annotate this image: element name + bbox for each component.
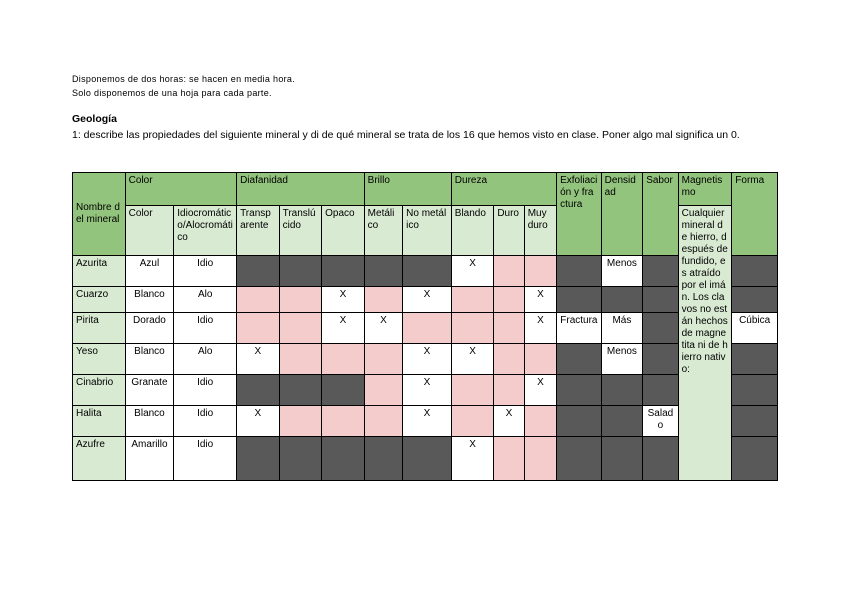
duro-cell <box>494 256 524 287</box>
muy-duro-cell <box>524 256 556 287</box>
forma-cell <box>732 406 778 437</box>
exfoliacion-cell: Fractura <box>557 313 602 344</box>
densidad-cell <box>601 287 643 313</box>
subheader-color: Color <box>125 206 174 256</box>
no-metalico-cell: X <box>403 406 452 437</box>
subheader-blando: Blando <box>451 206 494 256</box>
color-cell: Dorado <box>125 313 174 344</box>
idio-cell: Alo <box>174 287 237 313</box>
no-metalico-cell: X <box>403 375 452 406</box>
muy-duro-cell: X <box>524 287 556 313</box>
muy-duro-cell <box>524 344 556 375</box>
idio-cell: Idio <box>174 406 237 437</box>
muy-duro-cell <box>524 406 556 437</box>
metalico-cell <box>364 375 402 406</box>
blando-cell <box>451 287 494 313</box>
metalico-cell <box>364 344 402 375</box>
sabor-cell <box>643 313 678 344</box>
no-metalico-cell <box>403 256 452 287</box>
header-nombre: Nombre del mineral <box>73 173 126 256</box>
no-metalico-cell <box>403 437 452 481</box>
metalico-cell <box>364 437 402 481</box>
no-metalico-cell: X <box>403 287 452 313</box>
header-sabor: Sabor <box>643 173 678 256</box>
translucido-cell <box>279 344 322 375</box>
subheader-opaco: Opaco <box>322 206 365 256</box>
metalico-cell <box>364 287 402 313</box>
idio-cell: Idio <box>174 437 237 481</box>
transparente-cell <box>237 256 280 287</box>
idio-cell: Idio <box>174 256 237 287</box>
muy-duro-cell: X <box>524 313 556 344</box>
translucido-cell <box>279 375 322 406</box>
subheader-translucido: Translúcido <box>279 206 322 256</box>
mineral-name: Cuarzo <box>73 287 126 313</box>
sabor-cell <box>643 375 678 406</box>
forma-cell <box>732 256 778 287</box>
table-row <box>73 344 778 375</box>
transparente-cell <box>237 287 280 313</box>
translucido-cell <box>279 256 322 287</box>
duro-cell <box>494 375 524 406</box>
densidad-cell <box>601 437 643 481</box>
forma-cell <box>732 437 778 481</box>
exfoliacion-cell <box>557 437 602 481</box>
blando-cell <box>451 375 494 406</box>
opaco-cell <box>322 375 365 406</box>
header-brillo: Brillo <box>364 173 451 206</box>
mineral-name: Halita <box>73 406 126 437</box>
metalico-cell: X <box>364 313 402 344</box>
idio-cell: Alo <box>174 344 237 375</box>
exfoliacion-cell <box>557 375 602 406</box>
transparente-cell <box>237 375 280 406</box>
sabor-cell: Salado <box>643 406 678 437</box>
muy-duro-cell: X <box>524 375 556 406</box>
idio-cell: Idio <box>174 375 237 406</box>
exfoliacion-cell <box>557 344 602 375</box>
color-cell: Blanco <box>125 406 174 437</box>
mineral-name: Azufre <box>73 437 126 481</box>
header-densidad: Densidad <box>601 173 643 256</box>
opaco-cell <box>322 344 365 375</box>
duro-cell: X <box>494 406 524 437</box>
densidad-cell: Menos <box>601 256 643 287</box>
header-exfoliacion: Exfoliación y fractura <box>557 173 602 256</box>
mineral-name: Yeso <box>73 344 126 375</box>
metalico-cell <box>364 406 402 437</box>
metalico-cell <box>364 256 402 287</box>
table-row <box>73 437 778 481</box>
translucido-cell <box>279 437 322 481</box>
duro-cell <box>494 313 524 344</box>
translucido-cell <box>279 287 322 313</box>
opaco-cell <box>322 437 365 481</box>
transparente-cell: X <box>237 406 280 437</box>
muy-duro-cell <box>524 437 556 481</box>
exercise-prompt: 1: describe las propiedades del siguiente mineral y di de qué mineral se trata de los 16 que hemos visto en clase. Poner algo mal significa un 0. <box>72 129 740 141</box>
opaco-cell: X <box>322 287 365 313</box>
no-metalico-cell <box>403 313 452 344</box>
color-cell: Amarillo <box>125 437 174 481</box>
opaco-cell: X <box>322 313 365 344</box>
table-row <box>73 406 778 437</box>
table-row <box>73 287 778 313</box>
mineral-name: Azurita <box>73 256 126 287</box>
color-cell: Blanco <box>125 344 174 375</box>
forma-cell: Cúbica <box>732 313 778 344</box>
section-title: Geología <box>72 113 117 125</box>
mineral-name: Cinabrio <box>73 375 126 406</box>
header-diafanidad: Diafanidad <box>237 173 365 206</box>
opaco-cell <box>322 256 365 287</box>
color-cell: Blanco <box>125 287 174 313</box>
blando-cell: X <box>451 344 494 375</box>
sabor-cell <box>643 256 678 287</box>
opaco-cell <box>322 406 365 437</box>
subheader-metalico: Metálico <box>364 206 402 256</box>
table-row <box>73 375 778 406</box>
translucido-cell <box>279 313 322 344</box>
subheader-no-metalico: No metálico <box>403 206 452 256</box>
sabor-cell <box>643 344 678 375</box>
subheader-transparente: Transparente <box>237 206 280 256</box>
no-metalico-cell: X <box>403 344 452 375</box>
subheader-idiocromatico: Idiocromático/Alocromático <box>174 206 237 256</box>
translucido-cell <box>279 406 322 437</box>
table-row <box>73 256 778 287</box>
transparente-cell <box>237 437 280 481</box>
minerals-table <box>72 172 778 481</box>
densidad-cell: Más <box>601 313 643 344</box>
duro-cell <box>494 344 524 375</box>
blando-cell: X <box>451 256 494 287</box>
magnetismo-note: Cualquier mineral de hierro, después de fundido, es atraído por el imán. Los clavos no están hechos de magnetita ni de hierro nativo: <box>678 206 732 481</box>
blando-cell <box>451 406 494 437</box>
blando-cell: X <box>451 437 494 481</box>
subheader-duro: Duro <box>494 206 524 256</box>
duro-cell <box>494 287 524 313</box>
exfoliacion-cell <box>557 256 602 287</box>
densidad-cell: Menos <box>601 344 643 375</box>
transparente-cell <box>237 313 280 344</box>
transparente-cell: X <box>237 344 280 375</box>
exfoliacion-cell <box>557 406 602 437</box>
instruction-line-2: Solo disponemos de una hoja para cada parte. <box>72 88 272 98</box>
subheader-muy-duro: Muy duro <box>524 206 556 256</box>
densidad-cell <box>601 406 643 437</box>
color-cell: Granate <box>125 375 174 406</box>
sabor-cell <box>643 287 678 313</box>
duro-cell <box>494 437 524 481</box>
forma-cell <box>732 375 778 406</box>
table-row <box>73 313 778 344</box>
sabor-cell <box>643 437 678 481</box>
header-color-group: Color <box>125 173 236 206</box>
blando-cell <box>451 313 494 344</box>
color-cell: Azul <box>125 256 174 287</box>
forma-cell <box>732 287 778 313</box>
instruction-line-1: Disponemos de dos horas: se hacen en media hora. <box>72 74 296 84</box>
instructions <box>72 72 295 100</box>
mineral-name: Pirita <box>73 313 126 344</box>
densidad-cell <box>601 375 643 406</box>
forma-cell <box>732 344 778 375</box>
exfoliacion-cell <box>557 287 602 313</box>
idio-cell: Idio <box>174 313 237 344</box>
header-forma: Forma <box>732 173 778 256</box>
header-dureza: Dureza <box>451 173 556 206</box>
header-magnetismo: Magnetismo <box>678 173 732 206</box>
